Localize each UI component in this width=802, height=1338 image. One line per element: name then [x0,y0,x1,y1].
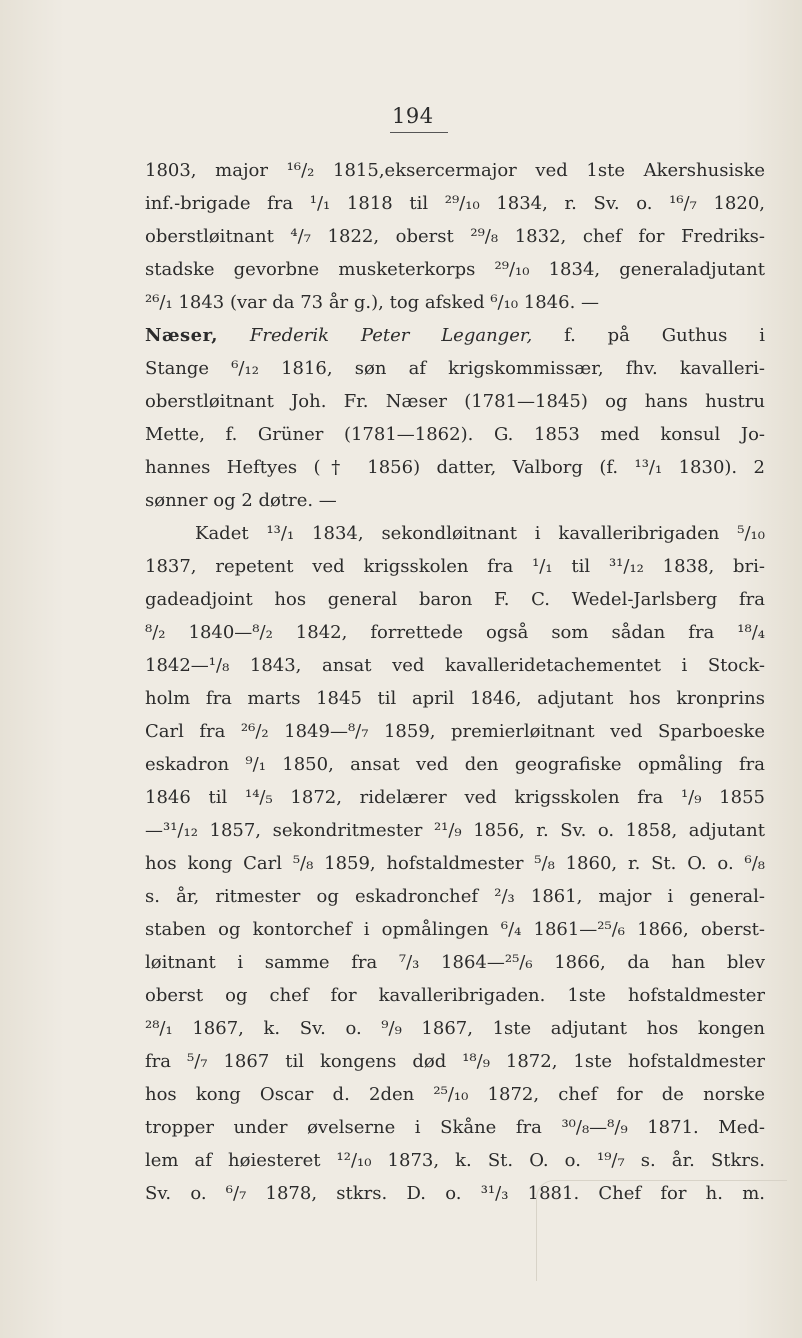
text-line-14: gadeadjoint hos general baron F. C. Wedel-Jarlsberg fra [145,589,765,610]
text-line-13: 1837, repetent ved krigsskolen fra ¹/₁ til ³¹/₁₂ 1838, bri- [145,556,765,577]
text-line-5: ²⁶/₁ 1843 (var da 73 år g.), tog afsked ⁶/₁₀ 1846. — [145,292,600,313]
entry-birth-text: f. på Guthus i [564,325,765,346]
text-line-12: Kadet ¹³/₁ 1834, sekondløitnant i kavalleribrigaden ⁵/₁₀ [195,523,765,544]
text-line-3: oberstløitnant ⁴/₇ 1822, oberst ²⁹/₈ 1832, chef for Fredriks- [145,226,765,247]
text-line-26: oberst og chef for kavalleribrigaden. 1ste hofstaldmester [145,985,765,1006]
text-line-16: 1842—¹/₈ 1843, ansat ved kavalleridetachementet i Stock- [145,655,765,676]
text-line-4: stadske gevorbne musketerkorps ²⁹/₁₀ 1834, generaladjutant [145,259,765,280]
page-number-rule [390,132,448,133]
text-line-20: 1846 til ¹⁴/₅ 1872, ridelærer ved krigsskolen fra ¹/₉ 1855 [145,787,765,808]
text-line-8: oberstløitnant Joh. Fr. Næser (1781—1845) og hans hustru [145,391,765,412]
text-line-28: fra ⁵/₇ 1867 til kongens død ¹⁸/₉ 1872, 1ste hofstaldmester [145,1051,765,1072]
text-line-7: Stange ⁶/₁₂ 1816, søn af krigskommissær, fhv. kavalleri- [145,358,765,379]
text-line-1: 1803, major ¹⁶/₂ 1815,eksercermajor ved 1ste Akershusiske [145,160,765,181]
text-line-31: lem af høiesteret ¹²/₁₀ 1873, k. St. O. o. ¹⁹/₇ s. år. Stkrs. [145,1150,765,1171]
text-line-10: hannes Heftyes († 1856) datter, Valborg (f. ¹³/₁ 1830). 2 [145,457,765,478]
text-line-24: staben og kontorchef i opmålingen ⁶/₄ 1861—²⁵/₆ 1866, oberst- [145,919,765,940]
text-line-15: ⁸/₂ 1840—⁸/₂ 1842, forrettede også som sådan fra ¹⁸/₄ [145,622,765,643]
body-text [145,154,765,1210]
text-line-2: inf.-brigade fra ¹/₁ 1818 til ²⁹/₁₀ 1834, r. Sv. o. ¹⁶/₇ 1820, [145,193,765,214]
entry-given-names: Frederik Peter Leganger, [249,325,533,346]
text-line-19: eskadron ⁹/₁ 1850, ansat ved den geografiske opmåling fra [145,754,765,775]
text-line-18: Carl fra ²⁶/₂ 1849—⁸/₇ 1859, premierløitnant ved Sparboeske [145,721,765,742]
text-line-25: løitnant i samme fra ⁷/₃ 1864—²⁵/₆ 1866, da han blev [145,952,765,973]
page-number: 194 [392,104,434,128]
paper-crease [536,1180,787,1281]
entry-heading-line [145,319,765,352]
text-line-22: hos kong Carl ⁵/₈ 1859, hofstaldmester ⁵/₈ 1860, r. St. O. o. ⁶/₈ [145,853,765,874]
text-line-21: —³¹/₁₂ 1857, sekondritmester ²¹/₉ 1856, r. Sv. o. 1858, adjutant [145,820,765,841]
text-line-17: holm fra marts 1845 til april 1846, adjutant hos kronprins [145,688,765,709]
entry-surname: Næser, [145,325,219,346]
text-line-32: Sv. o. ⁶/₇ 1878, stkrs. D. o. ³¹/₃ 1881. Chef for h. m. [145,1183,765,1204]
text-line-23: s. år, ritmester og eskadronchef ²/₃ 1861, major i general- [145,886,765,907]
text-line-11: sønner og 2 døtre. — [145,490,337,511]
text-line-27: ²⁸/₁ 1867, k. Sv. o. ⁹/₉ 1867, 1ste adjutant hos kongen [145,1018,765,1039]
text-line-30: tropper under øvelserne i Skåne fra ³⁰/₈—⁸/₉ 1871. Med- [145,1117,765,1138]
text-line-29: hos kong Oscar d. 2den ²⁵/₁₀ 1872, chef for de norske [145,1084,765,1105]
text-line-9: Mette, f. Grüner (1781—1862). G. 1853 med konsul Jo- [145,424,765,445]
